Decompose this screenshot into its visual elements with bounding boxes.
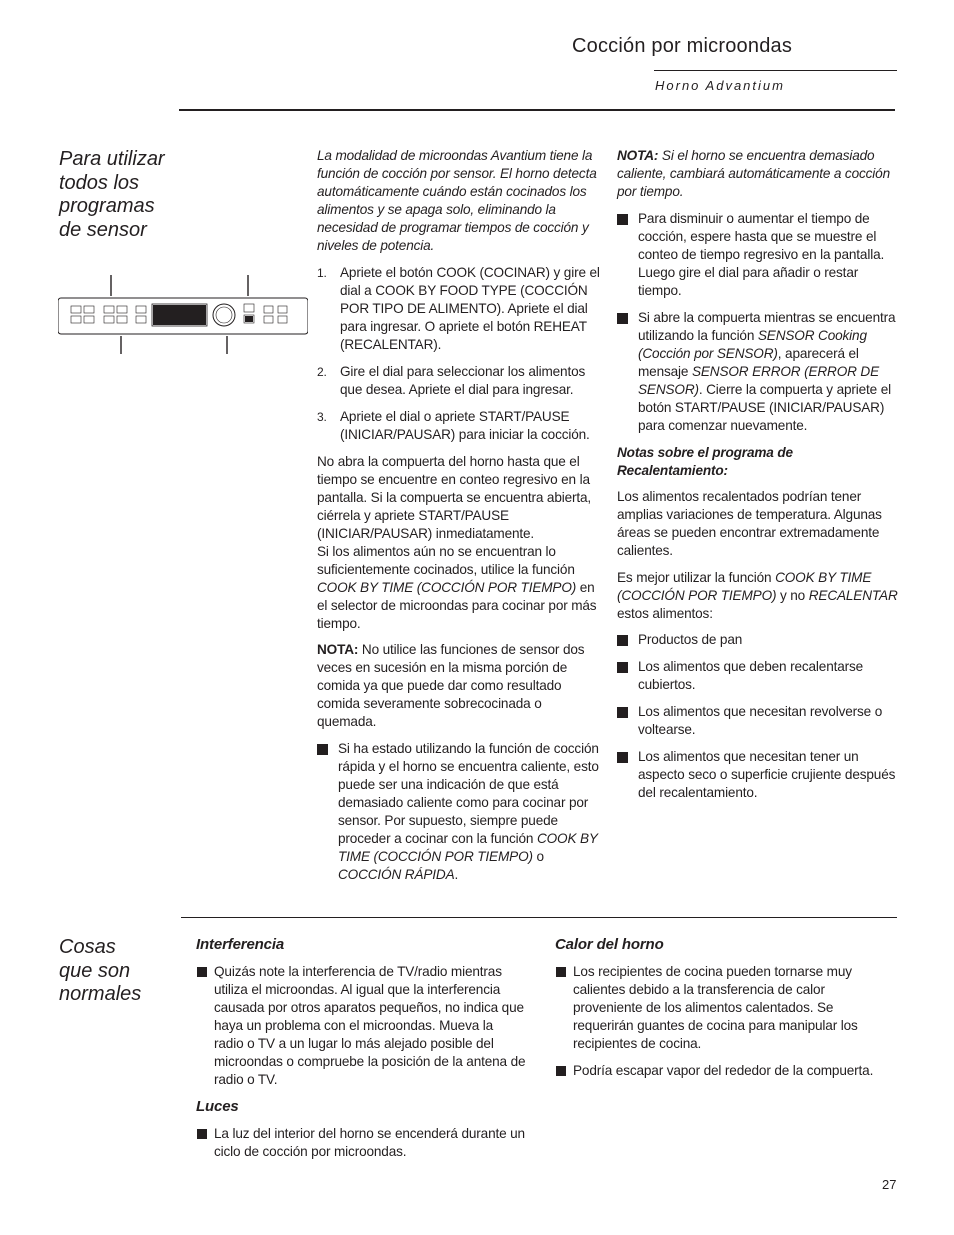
page-number: 27 [882, 1177, 897, 1192]
normal-column-left [196, 936, 526, 1170]
bullet-text: Los alimentos que necesitan tener un aspecto seco o superficie crujiente después del recalentamiento. [638, 749, 896, 800]
panel-button-icon [71, 316, 81, 323]
bullet-square-icon [317, 744, 328, 755]
section-divider [181, 917, 897, 918]
heading-line: Cosas [59, 936, 116, 958]
bullet-text: Quizás note la interferencia de TV/radio mientras utiliza el microondas. Al igual que la interferencia causada por otros aparatos pequeños, no indica que haya un problema con el microondas. Mueva la radio o TV a un lugar lo más alejado posible del microondas o compruebe la posición de la antena de radio o TV. [214, 964, 526, 1087]
bullet-square-icon [617, 214, 628, 225]
bullet-item [617, 658, 901, 694]
door-text: en el selector de microondas para cocinar por más tiempo. [317, 579, 597, 631]
bullet-square-icon [617, 752, 628, 763]
panel-button-icon [244, 304, 254, 312]
panel-button-icon [104, 316, 114, 323]
step-item [317, 264, 601, 354]
door-text: No abra la compuerta del horno hasta que el tiempo se encuentre en conteo regresivo en la pantalla. Si la compuerta se encuentra abierta, ciérrela y apriete START/PAUSE (INICIAR/PAUSAR) inmediatamente. [317, 453, 592, 541]
bullet-item [617, 703, 901, 739]
bullet-item [617, 210, 901, 300]
panel-button-icon [278, 306, 287, 313]
step-item [317, 363, 601, 399]
display-screen-icon [153, 305, 206, 325]
door-paragraph [317, 453, 601, 633]
interference-heading: Interferencia [196, 936, 285, 953]
bullet-item [196, 1125, 526, 1161]
oven-heat-heading: Calor del horno [555, 936, 664, 953]
note-paragraph [617, 147, 901, 201]
bullet-item [617, 309, 901, 435]
bullet-square-icon [556, 1066, 566, 1076]
heading-line: normales [59, 983, 142, 1005]
page-title: Cocción por microondas [572, 35, 793, 57]
page-subtitle: Horno Advantium [655, 78, 785, 93]
control-panel-illustration [58, 272, 308, 360]
note-text: No utilice las funciones de sensor dos veces en sucesión en la misma porción de comida ya que puede dar como resultado comida severamente sobrecocinada o quemada. [317, 642, 585, 729]
bullet-square-icon [617, 707, 628, 718]
bullet-text: Podría escapar vapor del rededor de la compuerta. [573, 1063, 874, 1078]
heading-line: que son [59, 959, 131, 982]
bullet-emphasis: COOK BY TIME (COCCIÓN POR TIEMPO) [338, 830, 598, 864]
note-text: Si el horno se encuentra demasiado caliente, cambiará automáticamente a cocción por tiempo. [617, 148, 890, 199]
lights-heading: Luces [196, 1098, 239, 1115]
sensor-column-right [617, 147, 901, 811]
bullet-square-icon [617, 313, 628, 324]
panel-button-icon [264, 306, 273, 313]
door-text-emphasis: COOK BY TIME (COCCIÓN POR TIEMPO) [317, 579, 577, 595]
bullet-square-icon [556, 967, 566, 977]
panel-button-icon [104, 306, 114, 313]
bullet-square-icon [617, 635, 628, 646]
bullet-text: Si ha estado utilizando la función de cocción rápida y el horno se encuentra caliente, esto puede ser una indicación de que está demasiado caliente como para cocinar por sensor. Por supuesto, siempre puede proceder a cocinar con la función [338, 740, 599, 846]
header-divider [179, 109, 895, 111]
panel-button-icon [264, 316, 273, 323]
bullet-emphasis: COCCIÓN RÁPIDA [338, 866, 455, 882]
step-number: 3. [317, 409, 327, 424]
sensor-column-middle [317, 147, 601, 893]
panel-button-icon [84, 316, 94, 323]
bullet-item [555, 963, 893, 1053]
panel-button-icon [117, 316, 127, 323]
note-label: NOTA: [317, 642, 359, 657]
bullet-text: Los alimentos que necesitan revolverse o voltearse. [638, 704, 883, 737]
step-number: 2. [317, 364, 327, 379]
bullet-text: o [532, 848, 544, 864]
header-rule [654, 70, 897, 71]
bullet-text: . [454, 866, 459, 882]
intro-paragraph: La modalidad de microondas Avantium tiene la función de cocción por sensor. El horno detecta automáticamente cuándo están cocinados los alimentos y se apaga solo, eliminando la necesidad de programar tiempos de cocción y niveles de potencia. [317, 148, 597, 253]
panel-button-icon [278, 316, 287, 323]
step-number: 1. [317, 265, 327, 280]
heading-line: Para utilizar [59, 148, 165, 170]
panel-button-icon [84, 306, 94, 313]
normal-column-right [555, 936, 893, 1089]
heading-line: programas [59, 195, 155, 217]
bullet-item [617, 631, 901, 649]
section-heading-sensor [59, 148, 165, 242]
heading-line: de sensor [59, 218, 147, 241]
bullet-square-icon [197, 967, 207, 977]
bullet-text: La luz del interior del horno se encenderá durante un ciclo de cocción por microondas. [214, 1126, 525, 1159]
reheat-text: estos alimentos: [617, 605, 713, 621]
bullet-item [555, 1062, 893, 1080]
reheat-heading: Notas sobre el programa de Recalentamiento: [617, 444, 793, 478]
reheat-emphasis: COOK BY TIME (COCCIÓN POR TIEMPO) [617, 569, 872, 603]
dial-inner-icon [216, 307, 232, 323]
bullet-item [317, 740, 601, 884]
note-paragraph [317, 641, 601, 731]
bullet-item [617, 748, 901, 802]
bullet-emphasis: SENSOR Cooking (Cocción por SENSOR) [638, 327, 867, 361]
step-text: Gire el dial para seleccionar los alimentos que desea. Apriete el dial para ingresar. [340, 363, 586, 397]
bullet-text: Productos de pan [638, 632, 743, 647]
bullet-text: Los alimentos que deben recalentarse cubiertos. [638, 659, 864, 692]
reheat-text: y no [776, 587, 809, 603]
panel-button-icon [71, 306, 81, 313]
bullet-text: Los recipientes de cocina pueden tornarse muy calientes debido a la transferencia de calor proveniente de los alimentos calentados. Se requerirán guantes de cocina para manipular los recipientes de cocina. [573, 964, 858, 1051]
bullet-text: Si abre la compuerta mientras se encuentra utilizando la función [638, 309, 896, 343]
note-label: NOTA: [617, 148, 659, 163]
bullet-square-icon [197, 1129, 207, 1139]
bullet-item [196, 963, 526, 1089]
reheat-paragraph [617, 569, 901, 623]
reheat-paragraph: Los alimentos recalentados podrían tener amplias variaciones de temperatura. Algunas áreas se pueden encontrar extremadamente calientes. [617, 489, 882, 558]
panel-button-icon [117, 306, 127, 313]
bullet-emphasis: SENSOR ERROR (ERROR DE SENSOR) [638, 363, 880, 397]
step-text: Apriete el botón COOK (COCINAR) y gire el dial a COOK BY FOOD TYPE (COCCIÓN POR TIPO DE ALIMENTO). Apriete el dial para ingresar. O apriete el botón REHEAT (RECALENTAR). [340, 264, 600, 352]
bullet-square-icon [617, 662, 628, 673]
bullet-text: , aparecerá el mensaje [638, 345, 859, 379]
section-heading-normal [59, 936, 141, 1007]
panel-button-icon [136, 316, 146, 323]
start-button-fill-icon [245, 316, 253, 322]
reheat-emphasis: RECALENTAR [808, 587, 898, 603]
heading-line: todos los [59, 171, 140, 194]
step-item [317, 408, 601, 444]
panel-button-icon [136, 306, 146, 313]
door-text: Si los alimentos aún no se encuentran lo suficientemente cocinados, utilice la función [317, 543, 575, 577]
reheat-text: Es mejor utilizar la función [617, 569, 776, 585]
step-text: Apriete el dial o apriete START/PAUSE (INICIAR/PAUSAR) para iniciar la cocción. [340, 408, 590, 442]
bullet-text: Para disminuir o aumentar el tiempo de cocción, espere hasta que se muestre el conteo de tiempo regresivo en la pantalla. Luego gire el dial para añadir o restar tiempo. [638, 210, 885, 298]
bullet-text: . Cierre la compuerta y apriete el botón START/PAUSE (INICIAR/PAUSAR) para comenzar nuevamente. [638, 381, 891, 433]
